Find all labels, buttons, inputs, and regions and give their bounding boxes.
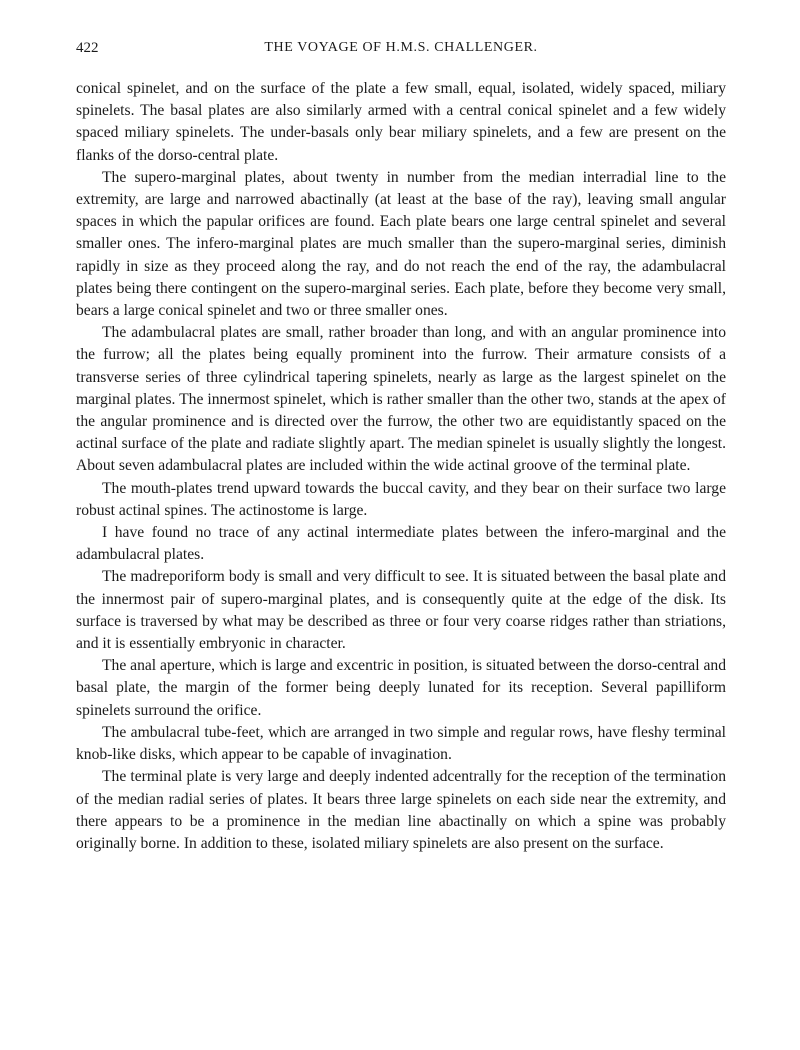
paragraph-mouth-plates: The mouth-plates trend upward towards the buccal cavity, and they bear on their surface two large robust actinal spines. The actinostome is large. xyxy=(76,479,726,519)
paragraph-actinal-intermediate: I have found no trace of any actinal intermediate plates between the infero-marginal and the adambulacral plates. xyxy=(76,524,726,564)
running-title: THE VOYAGE OF H.M.S. CHALLENGER. xyxy=(264,40,538,55)
paragraph-tube-feet: The ambulacral tube-feet, which are arranged in two simple and regular rows, have fleshy terminal knob-like disks, which appear to be capable of invagination. xyxy=(76,723,726,764)
paragraph-terminal-plate: The terminal plate is very large and deeply indented adcentrally for the reception of the termination of the median radial series of plates. It bears three large spinelets on each side near the extremity, and there appears to be a prominence in the median line abactinally on which a spine was probably originally borne. In addition to these, isolated miliary spinelets are also present on the surface. xyxy=(76,768,726,852)
page-header xyxy=(76,40,726,62)
body-text xyxy=(76,78,726,855)
page-number: 422 xyxy=(76,40,99,56)
paragraph-adambulacral-plates: The adambulacral plates are small, rather broader than long, and with an angular prominence into the furrow; all the plates being equally prominent into the furrow. Their armature consists of a transverse series of three cylindrical tapering spinelets, nearly as large as the largest spinelet on the marginal plates. The innermost spinelet, which is rather smaller than the other two, stands at the apex of the angular prominence and is directed over the furrow, the other two are equidistantly spaced on the actinal surface of the plate and radiate slightly apart. The median spinelet is usually slightly the longest. About seven adambulacral plates are included within the wide actinal groove of the terminal plate. xyxy=(76,324,726,475)
document-page xyxy=(76,40,726,855)
paragraph-anal-aperture: The anal aperture, which is large and excentric in position, is situated between the dorso-central and basal plate, the margin of the former being deeply lunated for its reception. Several papilliform spinelets surround the orifice. xyxy=(76,657,726,719)
paragraph-continuation: conical spinelet, and on the surface of the plate a few small, equal, isolated, widely spaced, miliary spinelets. The basal plates are also similarly armed with a central conical spinelet and a few widely spaced miliary spinelets. The under-basals only bear miliary spinelets, and a few are present on the flanks of the dorso-central plate. xyxy=(76,80,726,164)
paragraph-madreporiform-body: The madreporiform body is small and very difficult to see. It is situated between the basal plate and the innermost pair of supero-marginal plates, and is consequently quite at the edge of the disk. Its surface is traversed by what may be described as three or four very coarse ridges rather than striations, and it is essentially embryonic in character. xyxy=(76,568,726,653)
paragraph-supero-marginal-plates: The supero-marginal plates, about twenty in number from the median interradial line to the extremity, are large and narrowed abactinally (at least at the base of the ray), leaving small angular spaces in which the papular orifices are found. Each plate bears one large central spinelet and several smaller ones. The infero-marginal plates are much smaller than the supero-marginal series, diminish rapidly in size as they proceed along the ray, and do not reach the end of the ray, the adambulacral plates being there contingent on the supero-marginal series. Each plate, before they become very small, bears a large conical spinelet and two or three smaller ones. xyxy=(76,168,726,320)
